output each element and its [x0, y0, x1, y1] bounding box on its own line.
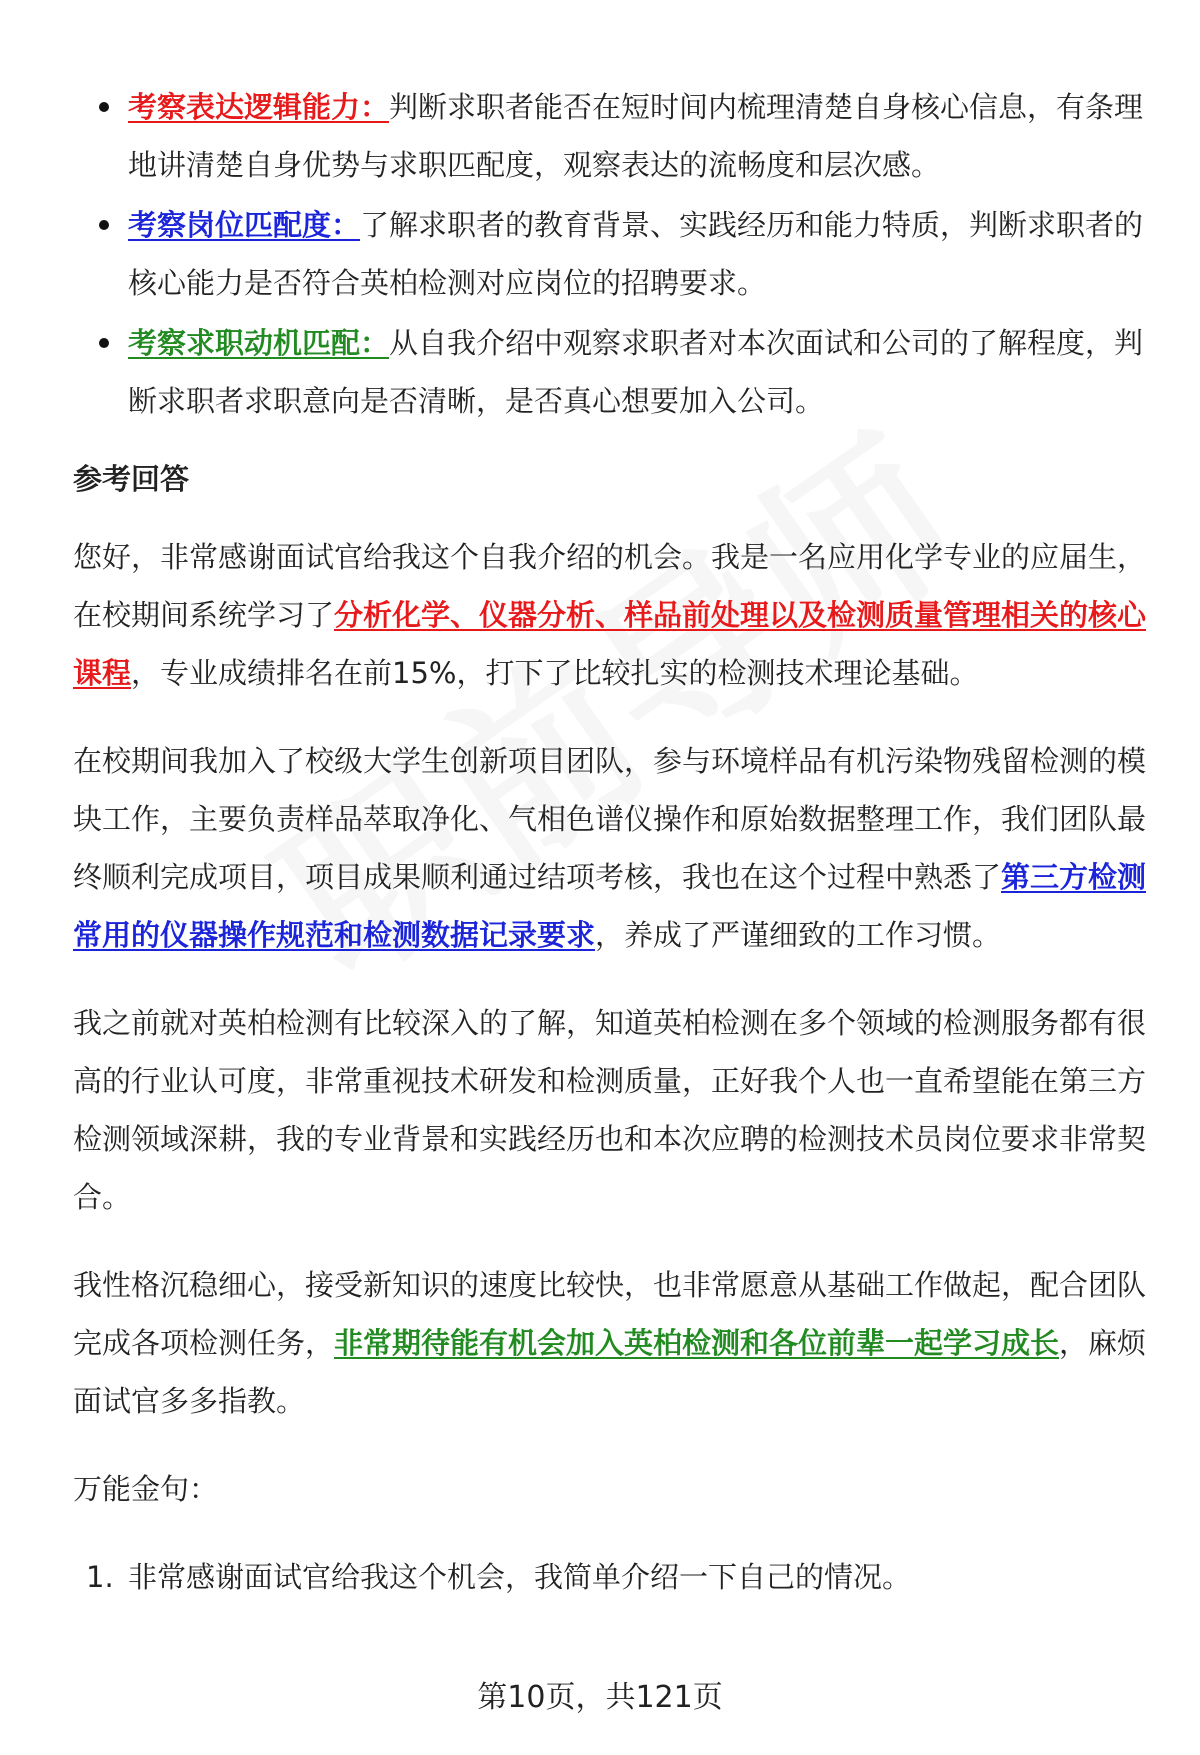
- paragraph-text: ，专业成绩排名在前15%，打下了比较扎实的检测技术理论基础。: [131, 656, 979, 690]
- paragraph-text: ，养成了严谨细致的工作习惯。: [595, 918, 1002, 952]
- list-item: [73, 196, 1153, 312]
- highlight-text: 分析化学、仪器分析、样品前处理以及检测质量管理相关的核心课程: [73, 598, 1147, 690]
- list-number: 1.: [86, 1560, 114, 1594]
- highlight-text: 非常期待能有机会加入英柏检测和各位前辈一起学习成长: [334, 1326, 1060, 1360]
- answer-paragraph-1: [73, 528, 1153, 702]
- highlight-text: 第三方检测常用的仪器操作规范和检测数据记录要求: [73, 860, 1147, 952]
- golden-sentence-list: [73, 1548, 1153, 1606]
- paragraph-text: ，麻烦面试官多多指教。: [73, 1326, 1147, 1418]
- paragraph-text: 我性格沉稳细心，接受新知识的速度比较快，也非常愿意从基础工作做起，配合团队完成各项检测任务，: [73, 1268, 1147, 1360]
- criteria-text: 判断求职者能否在短时间内梳理清楚自身核心信息，有条理地讲清楚自身优势与求职匹配度，观察表达的流畅度和层次感。: [128, 90, 1144, 182]
- criteria-highlight: 考察表达逻辑能力：: [128, 90, 390, 124]
- answer-paragraph-3: 我之前就对英柏检测有比较深入的了解，知道英柏检测在多个领域的检测服务都有很高的行业认可度，非常重视技术研发和检测质量，正好我个人也一直希望能在第三方检测领域深耕，我的专业背景和实践经历也和本次应聘的检测技术员岗位要求非常契合。: [73, 1006, 1147, 1214]
- answer-paragraph-2: [73, 732, 1153, 964]
- page-footer: 第10页，共121页: [477, 1680, 723, 1715]
- paragraph-text: 在校期间我加入了校级大学生创新项目团队，参与环境样品有机污染物残留检测的模块工作，主要负责样品萃取净化、气相色谱仪操作和原始数据整理工作，我们团队最终顺利完成项目，项目成果顺利通过结项考核，我也在这个过程中熟悉了: [73, 744, 1147, 894]
- list-text: 非常感谢面试官给我这个机会，我简单介绍一下自己的情况。: [128, 1560, 912, 1594]
- criteria-highlight: 考察求职动机匹配：: [128, 326, 390, 360]
- bullet-icon: [99, 220, 109, 230]
- section-heading: 参考回答: [73, 462, 190, 496]
- list-item: [73, 1548, 1153, 1606]
- paragraph-text: 您好，非常感谢面试官给我这个自我介绍的机会。我是一名应用化学专业的应届生，在校期间系统学习了: [73, 540, 1147, 632]
- answer-paragraph-4: [73, 1256, 1153, 1430]
- bullet-icon: [99, 102, 109, 112]
- document-content: [73, 78, 1153, 1606]
- criteria-text: 从自我介绍中观察求职者对本次面试和公司的了解程度，判断求职者求职意向是否清晰，是否真心想要加入公司。: [128, 326, 1144, 418]
- criteria-highlight: 考察岗位匹配度：: [128, 208, 361, 242]
- bullet-icon: [99, 338, 109, 348]
- list-item: [73, 314, 1153, 430]
- criteria-text: 了解求职者的教育背景、实践经历和能力特质，判断求职者的核心能力是否符合英柏检测对应岗位的招聘要求。: [128, 208, 1144, 300]
- golden-sentence-label: 万能金句：: [73, 1472, 219, 1506]
- criteria-list: [73, 78, 1153, 430]
- list-item: [73, 78, 1153, 194]
